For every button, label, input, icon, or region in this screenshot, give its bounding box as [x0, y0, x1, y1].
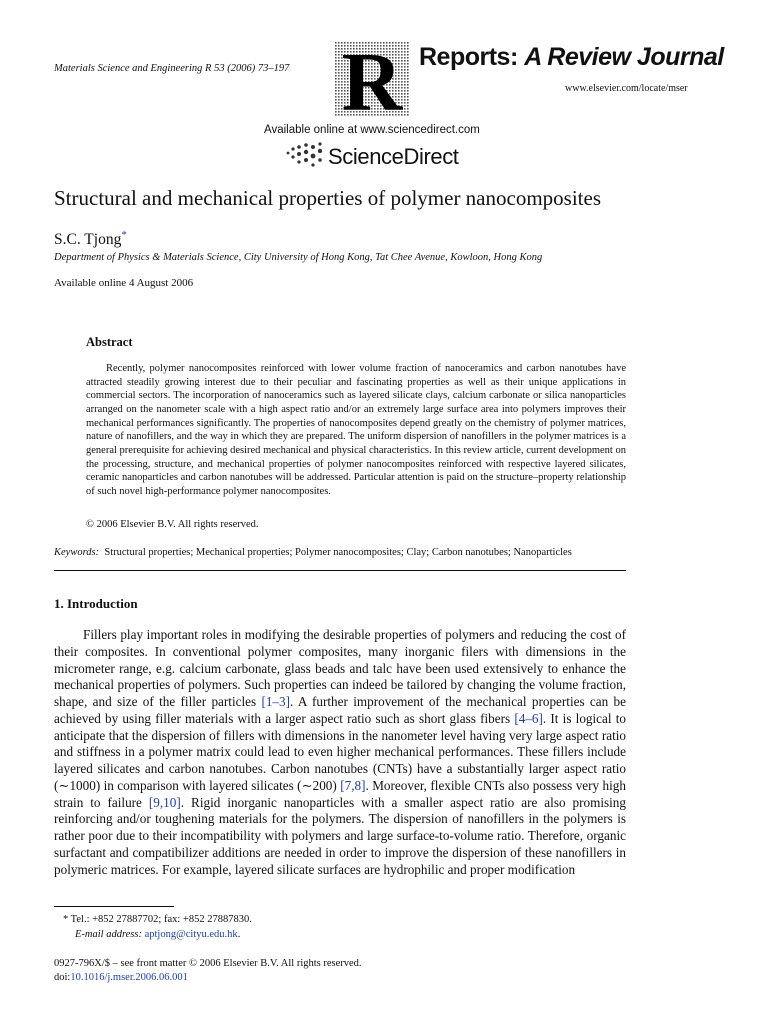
introduction-text: . Rigid inorganic nanoparticles with a smaller aspect ratio are also promising reinforcing and/or toughening materials for the polymers. The dispersion of nanofillers in the polymers is rather poor due to their incompatibility with polymers and large surface-to-volume ratio. Therefore, organic surfactant and compatibilizer additions are needed in order to improve the dispersion of these nanofillers in polymeric matrices. For example, layered silicate surfaces are hydrophilic and proper modification [54, 794, 626, 877]
author-footnote-mark[interactable]: * [121, 229, 127, 241]
citation-link[interactable]: [9,10] [148, 794, 181, 810]
sciencedirect-wordmark: ScienceDirect [328, 144, 459, 169]
available-online-date: Available online 4 August 2006 [54, 277, 194, 289]
journal-reference: Materials Science and Engineering R 53 (2006) 73–197 [54, 63, 290, 74]
section-divider [54, 570, 626, 571]
citation-link[interactable]: [1–3] [261, 694, 291, 709]
keywords-label: Keywords: [54, 547, 100, 558]
introduction-text: . A further improvement of the mechanical properties can be achieved by using filler materials with a larger aspect ratio such as short glass fibers [54, 694, 626, 726]
journal-title: Reports: A Review Journal [419, 43, 724, 71]
author: S.C. Tjong* [54, 229, 127, 249]
introduction-text: . Moreover, flexible CNTs also possess very high strain to failure [54, 777, 626, 810]
keywords-text: Structural properties; Mechanical properties; Polymer nanocomposites; Clay; Carbon nanotubes; Nanoparticles [104, 547, 572, 558]
affiliation: Department of Physics & Materials Science, City University of Hong Kong, Tat Chee Avenue, Kowloon, Hong Kong [54, 252, 543, 263]
doi: doi:10.1016/j.mser.2006.06.001 [54, 972, 188, 983]
citation-link[interactable]: [4–6] [514, 710, 543, 726]
available-online-sciencedirect: Available online at www.sciencedirect.com [264, 124, 480, 136]
paper-title: Structural and mechanical properties of polymer nanocomposites [54, 186, 601, 210]
introduction-text: Fillers play important roles in modifying the desirable properties of polymers and reducing the cost of their composites. In conventional polymer composites, many inorganic filers with dimensions in the micrometer range, e.g. calcium carbonate, glass beads and talc have been used extensively to enhance the mechanical properties of polymers. Such properties can indeed be tailored by changing the volume fraction, shape, and size of the filler particles [54, 627, 626, 709]
footnote-email: E-mail address: aptjong@cityu.edu.hk. [75, 929, 241, 940]
abstract-body [86, 362, 626, 499]
footnote-contact: * Tel.: +852 27887702; fax: +852 27887830. [63, 914, 252, 925]
abstract-heading: Abstract [86, 335, 133, 349]
logo-letter: R [341, 42, 403, 116]
front-matter: 0927-796X/$ – see front matter © 2006 Elsevier B.V. All rights reserved. [54, 958, 362, 969]
doi-link[interactable]: 10.1016/j.mser.2006.06.001 [70, 972, 188, 983]
introduction-paragraph [54, 627, 626, 878]
abstract-text: Recently, polymer nanocomposites reinforced with lower volume fraction of nanoceramics and carbon nanotubes have attracted steadily growing interest due to their peculiar and fascinating properties as well as their unique applications in commercial sectors. The incorporation of nanoceramics such as layered silicate clays, calcium carbonate or silica nanoparticles arranged on the nanometer scale with a high aspect ratio and/or an extremely large surface area into polymers improves their mechanical performances significantly. The properties of nanocomposites depend greatly on the chemistry of polymer matrices, nature of nanofillers, and the way in which they are prepared. The uniform dispersion of nanofillers in the polymer matrices is a general prerequisite for achieving desired mechanical and physical characteristics. In this review article, current development on the processing, structure, and mechanical properties of polymer nanocomposites reinforced with respective layered silicates, ceramic nanoparticles and carbon nanotubes will be addressed. Particular attention is paid on the structure–property relationship of such novel high-performance polymer nanocomposites. [86, 363, 626, 497]
sciencedirect-logo [284, 141, 484, 173]
sciencedirect-dots-icon [284, 141, 332, 171]
journal-url[interactable]: www.elsevier.com/locate/mser [565, 83, 688, 94]
section-heading-introduction: 1. Introduction [54, 596, 138, 611]
introduction-body [54, 627, 626, 878]
introduction-text: . It is logical to anticipate that the dispersion of fillers with dimensions in the nanometer level having very large aspect ratio and stiffness in a polymer matrix could lead to even higher mechanical performances. These fillers include layered silicates and carbon nanotubes. Carbon nanotubes (CNTs) have a substantially larger aspect ratio (∼1000) in comparison with layered silicates (∼200) [54, 710, 626, 793]
abstract-copyright: © 2006 Elsevier B.V. All rights reserved. [86, 519, 259, 530]
email-link[interactable]: aptjong@cityu.edu.hk [144, 929, 238, 940]
footnote-divider [54, 906, 174, 907]
keywords [54, 547, 572, 558]
citation-link[interactable]: [7,8] [340, 777, 366, 793]
journal-r-logo [335, 42, 409, 116]
